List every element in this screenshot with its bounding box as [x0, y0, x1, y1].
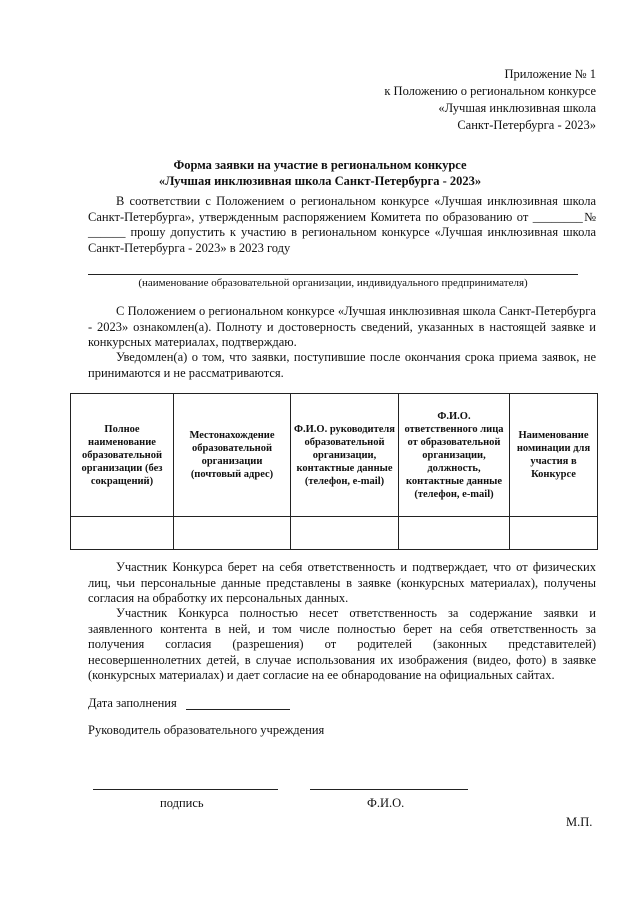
acknowledgment-paragraph: С Положением о региональном конкурсе «Лучшая инклюзивная школа Санкт-Петербурга - 2023» ознакомлен(а). Полноту и достоверность сведений, указанных в настоящей заявке и конкурсных материалах, подтверждаю.: [88, 304, 596, 349]
table-header-row: [71, 394, 598, 517]
head-of-institution-label: Руководитель образовательного учреждения: [88, 723, 325, 737]
organization-name-line[interactable]: [88, 261, 578, 275]
stamp-label: М.П.: [566, 815, 593, 829]
header-org-full-name: Полное наименование образовательной организации (без сокращений): [71, 394, 174, 517]
cell-responsible-person[interactable]: [399, 517, 510, 550]
cell-director-contacts[interactable]: [291, 517, 399, 550]
cell-org-full-name[interactable]: [71, 517, 174, 550]
appendix-line-4: Санкт-Петербурга - 2023»: [457, 118, 596, 132]
appendix-line-2: к Положению о региональном конкурсе: [384, 84, 596, 98]
header-org-location: Местонахождение образовательной организации (почтовый адрес): [174, 394, 291, 517]
header-responsible-person: Ф.И.О. ответственного лица от образовательной организации, должность, контактные данные (телефон, e-mail): [399, 394, 510, 517]
full-name-label: Ф.И.О.: [367, 796, 405, 810]
organization-name-hint: (наименование образовательной организации, индивидуального предпринимателя): [138, 277, 528, 289]
intro-paragraph: В соответствии с Положением о региональном конкурсе «Лучшая инклюзивная школа Санкт-Петербурга», утвержденным распоряжением Комитета по образованию от ________№ ______ прошу допустить к участию в региональном конкурсе «Лучшая инклюзивная школа Санкт-Петербурга - 2023» в 2023 году: [88, 194, 596, 255]
full-name-line[interactable]: [310, 789, 468, 790]
header-nomination: Наименование номинации для участия в Конкурсе: [510, 394, 598, 517]
appendix-line-1: Приложение № 1: [504, 67, 596, 81]
appendix-line-3: «Лучшая инклюзивная школа: [438, 101, 596, 115]
signature-line[interactable]: [93, 789, 278, 790]
form-title: [60, 157, 580, 189]
responsibility-paragraph-1: Участник Конкурса берет на себя ответственность и подтверждает, что от физических лиц, чьи персональные данные представлены в заявке (конкурсных материалах), получены согласия на обработку их персональных данных.: [88, 560, 596, 605]
date-field[interactable]: [186, 709, 290, 710]
table-row: [71, 517, 598, 550]
header-director-contacts: Ф.И.О. руководителя образовательной организации, контактные данные (телефон, e-mail): [291, 394, 399, 517]
form-title-line-1: Форма заявки на участие в региональном конкурсе: [173, 158, 467, 172]
signature-label: подпись: [160, 796, 204, 810]
deadline-notice: Уведомлен(а) о том, что заявки, поступившие после окончания срока приема заявок, не принимаются и не рассматриваются.: [88, 350, 596, 380]
cell-org-location[interactable]: [174, 517, 291, 550]
date-label: Дата заполнения: [88, 696, 177, 710]
form-title-line-2: «Лучшая инклюзивная школа Санкт-Петербурга - 2023»: [158, 174, 482, 188]
application-table: [70, 393, 598, 550]
cell-nomination[interactable]: [510, 517, 598, 550]
appendix-reference: [384, 66, 596, 134]
responsibility-paragraph-2: Участник Конкурса полностью несет ответственность за содержание заявки и заявленного контента в ней, и том числе полностью берет на себя ответственность за получения согласия (разрешения) от родителей (законных представителей) несовершеннолетних детей, в случае использования их изображения (видео, фото) в заявке (конкурсных материалах) и дает согласие на ее обнародование на официальных сайтах.: [88, 606, 596, 682]
